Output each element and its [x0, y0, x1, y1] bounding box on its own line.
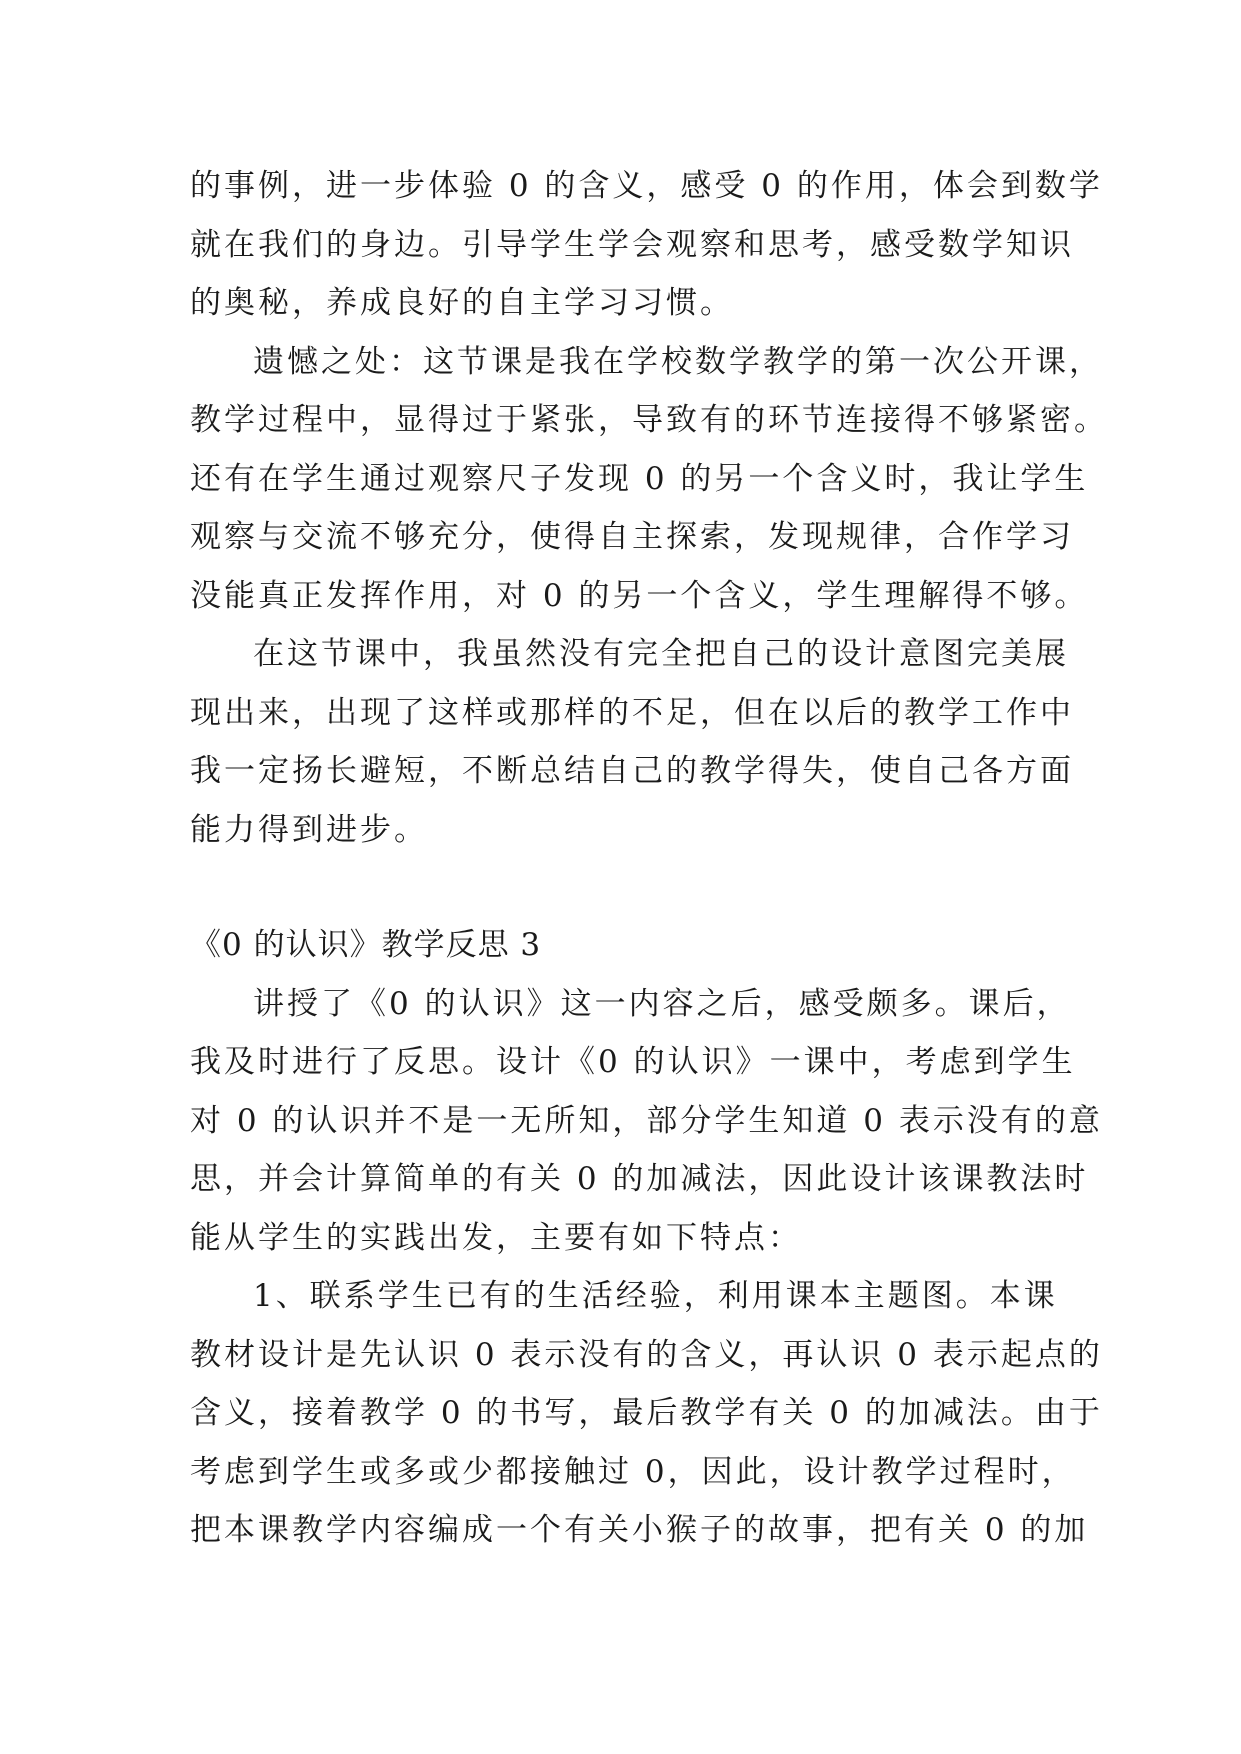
paragraph-2-line-5: 没能真正发挥作用，对 0 的另一个含义，学生理解得不够。	[190, 578, 1089, 614]
paragraph-2-line-4: 观察与交流不够充分，使得自主探索，发现规律，合作学习	[190, 519, 1074, 555]
paragraph-2-line-1: 遗憾之处：这节课是我在学校数学教学的第一次公开课，	[253, 344, 1103, 380]
section-paragraph-1-line-3: 对 0 的认识并不是一无所知，部分学生知道 0 表示没有的意	[190, 1103, 1103, 1139]
section-paragraph-1-line-2: 我及时进行了反思。设计《0 的认识》一课中，考虑到学生	[190, 1044, 1076, 1080]
paragraph-2-line-3: 还有在学生通过观察尺子发现 0 的另一个含义时，我让学生	[190, 461, 1089, 497]
section-paragraph-2-line-1: 1、联系学生已有的生活经验，利用课本主题图。本课	[253, 1278, 1058, 1314]
paragraph-1-line-1: 的事例，进一步体验 0 的含义，感受 0 的作用，体会到数学	[190, 168, 1103, 204]
section-paragraph-2-line-2: 教材设计是先认识 0 表示没有的含义，再认识 0 表示起点的	[190, 1337, 1103, 1373]
paragraph-1-line-3: 的奥秘，养成良好的自主学习习惯。	[190, 285, 734, 321]
paragraph-3-line-4: 能力得到进步。	[190, 812, 428, 848]
paragraph-2-line-2: 教学过程中，显得过于紧张，导致有的环节连接得不够紧密。	[190, 402, 1108, 438]
paragraph-3-line-1: 在这节课中，我虽然没有完全把自己的设计意图完美展	[253, 636, 1069, 672]
section-paragraph-1-line-4: 思，并会计算简单的有关 0 的加减法，因此设计该课教法时	[190, 1161, 1089, 1197]
section-paragraph-1-line-5: 能从学生的实践出发，主要有如下特点：	[190, 1220, 802, 1256]
section-paragraph-2-line-5: 把本课教学内容编成一个有关小猴子的故事，把有关 0 的加	[190, 1512, 1089, 1548]
section-paragraph-2-line-4: 考虑到学生或多或少都接触过 0，因此，设计教学过程时，	[190, 1454, 1076, 1490]
section-paragraph-2-line-3: 含义，接着教学 0 的书写，最后教学有关 0 的加减法。由于	[190, 1395, 1103, 1431]
section-paragraph-1-line-1: 讲授了《0 的认识》这一内容之后，感受颇多。课后，	[253, 986, 1071, 1022]
section-title: 《0 的认识》教学反思 3	[190, 927, 542, 963]
paragraph-3-line-2: 现出来，出现了这样或那样的不足，但在以后的教学工作中	[190, 695, 1074, 731]
paragraph-3-line-3: 我一定扬长避短，不断总结自己的教学得失，使自己各方面	[190, 753, 1074, 789]
paragraph-1-line-2: 就在我们的身边。引导学生学会观察和思考，感受数学知识	[190, 227, 1074, 263]
